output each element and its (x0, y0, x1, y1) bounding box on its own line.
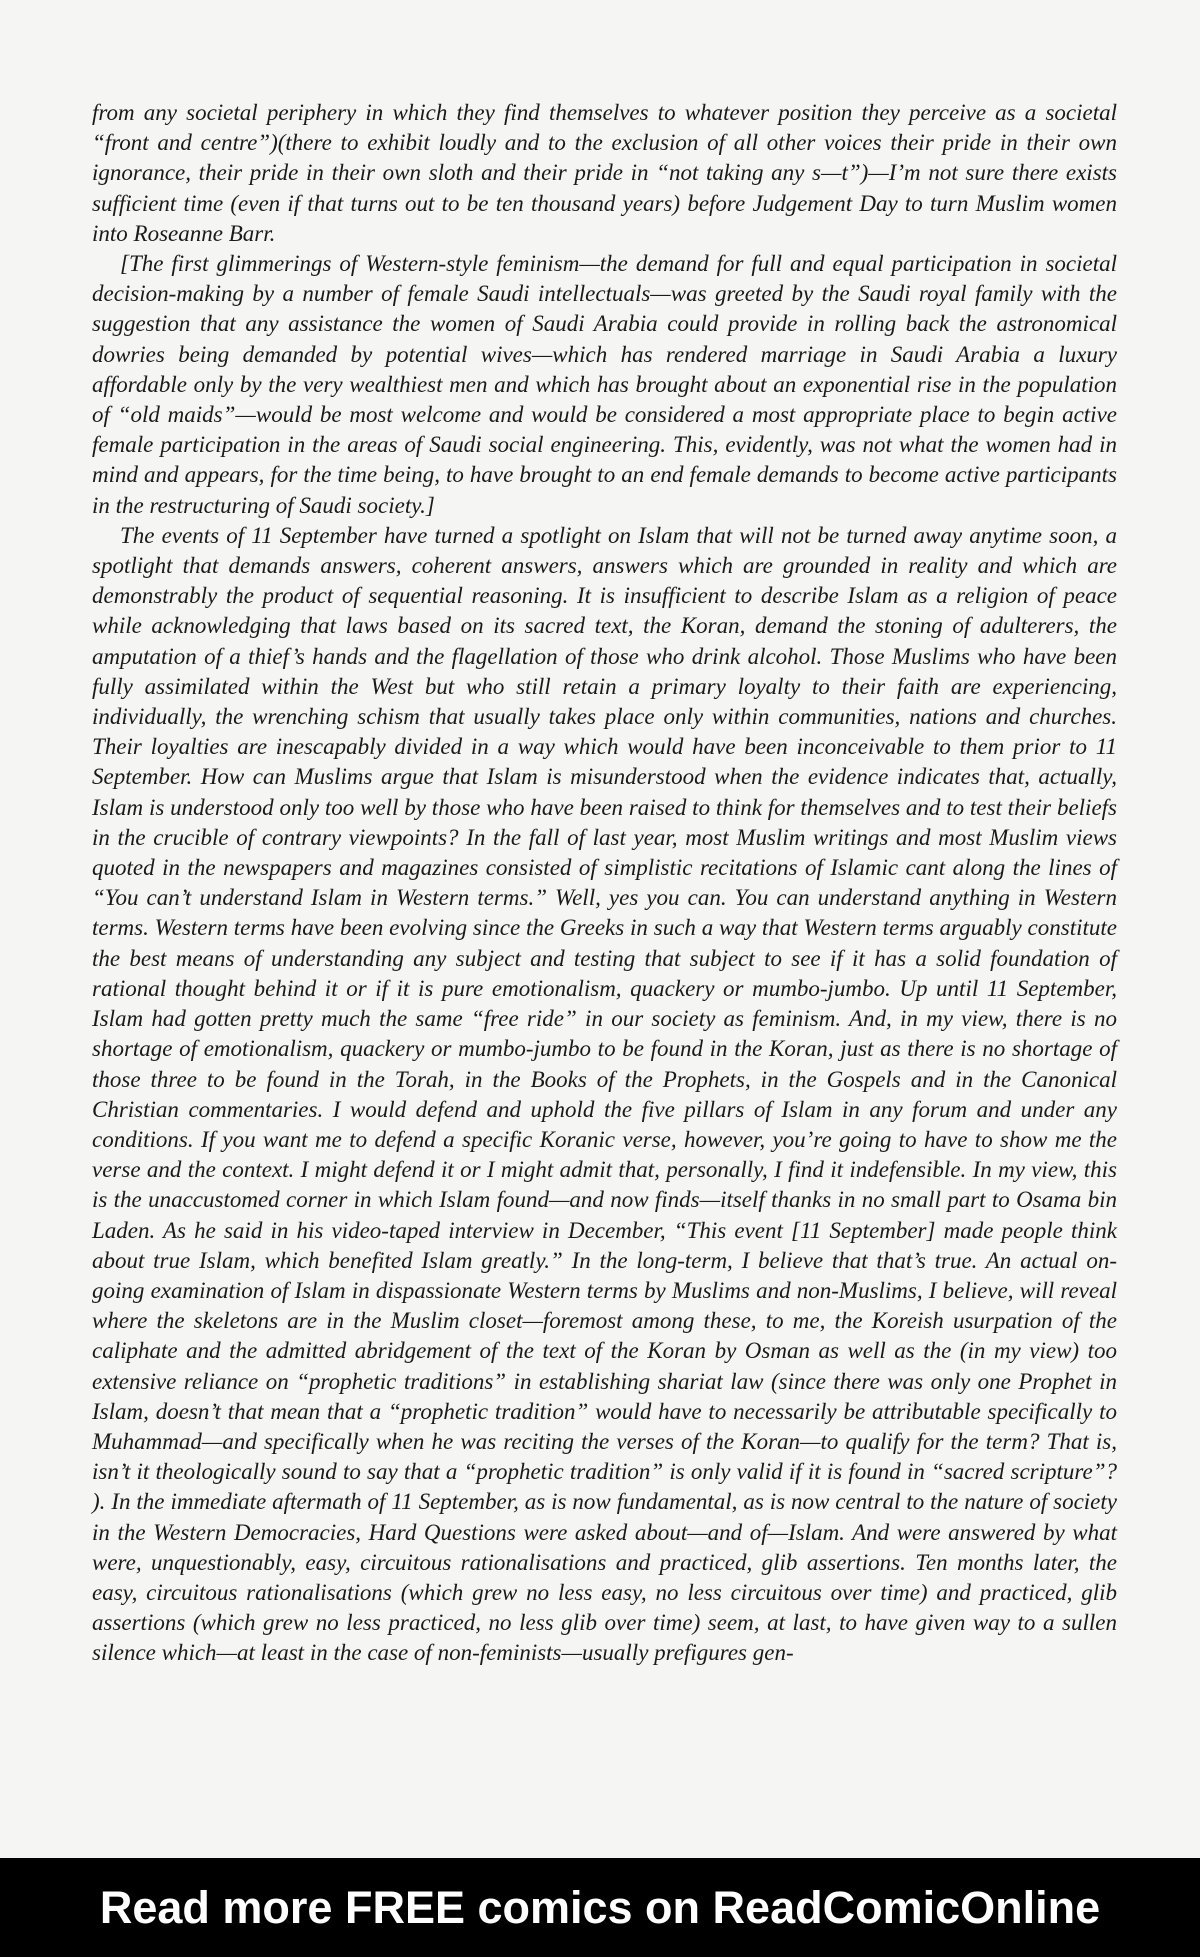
paragraph-continuation: from any societal periphery in which they find themselves to whatever position they perceive as a societal “front and centre”)(there to exhibit loudly and to the exclusion of all other voices their pride in their own ignorance, their pride in their own sloth and their pride in “not taking any s—t”)—I’m not sure there exists sufficient time (even if that turns out to be ten thousand years) before Judgement Day to turn Muslim women into Roseanne Barr. (92, 100, 1117, 246)
readcomiconline-banner[interactable] (0, 1858, 1200, 1957)
article-body (92, 98, 1117, 1669)
banner-text[interactable]: Read more FREE comics on ReadComicOnline (99, 1881, 1101, 1933)
paragraph-september-events: The events of 11 September have turned a spotlight on Islam that will not be turned away anytime soon, a spotlight that demands answers, coherent answers, answers which are grounded in reality and which are demonstrably the product of sequential reasoning. It is insufficient to describe Islam as a religion of peace while acknowledging that laws based on its sacred text, the Koran, demand the stoning of adulterers, the amputation of a thief’s hands and the flagellation of those who drink alcohol. Those Muslims who have been fully assimilated within the West but who still retain a primary loyalty to their faith are experiencing, individually, the wrenching schism that usually takes place only within communities, nations and churches. Their loyalties are inescapably divided in a way which would have been inconceivable to them prior to 11 September. How can Muslims argue that Islam is misunderstood when the evidence indicates that, actually, Islam is understood only too well by those who have been raised to think for themselves and to test their beliefs in the crucible of contrary viewpoints? In the fall of last year, most Muslim writings and most Muslim views quoted in the newspapers and magazines consisted of simplistic recitations of Islamic cant along the lines of “You can’t understand Islam in Western terms.” Well, yes you can. You can understand anything in Western terms. Western terms have been evolving since the Greeks in such a way that Western terms arguably constitute the best means of understanding any subject and testing that subject to see if it has a solid foundation of rational thought behind it or if it is pure emotionalism, quackery or mumbo-jumbo. Up until 11 September, Islam had gotten pretty much the same “free ride” in our society as feminism. And, in my view, there is no shortage of emotionalism, quackery or mumbo-jumbo to be found in the Koran, just as there is no shortage of those three to be found in the Torah, in the Books of the Prophets, in the Gospels and in the Canonical Christian commentaries. I would defend and uphold the five pillars of Islam in any forum and under any conditions. If you want me to defend a specific Koranic verse, however, you’re going to have to show me the verse and the context. I might defend it or I might admit that, personally, I find it indefensible. In my view, this is the unaccustomed corner in which Islam found—and now finds—itself thanks in no small part to Osama bin Laden. As he said in his video-taped interview in December, “This event [11 September] made people think about true Islam, which benefited Islam greatly.” In the long-term, I believe that that’s true. An actual on-going examination of Islam in dispassionate Western terms by Muslims and non-Muslims, I believe, will reveal where the skeletons are in the Muslim closet—foremost among these, to me, the Koreish usurpation of the caliphate and the admitted abridgement of the text of the Koran by Osman as well as the (in my view) too extensive reliance on “prophetic traditions” in establishing shariat law (since there was only one Prophet in Islam, doesn’t that mean that a “prophetic tradition” would have to necessarily be attributable specifically to Muhammad—and specifically when he was reciting the verses of the Koran—to qualify for the term? That is, isn’t it theologically sound to say that a “prophetic tradition” is only valid if it is found in “sacred scripture”? ). In the immediate aftermath of 11 September, as is now fundamental, as is now central to the nature of society in the Western Democracies, Hard Questions were asked about—and of—Islam. And were answered by what were, unquestionably, easy, circuitous rationalisations and practiced, glib assertions. Ten months later, the easy, circuitous rationalisations (which grew no less easy, no less circuitous over time) and practiced, glib assertions (which grew no less practiced, no less glib over time) seem, at last, to have given way to a sullen silence which—at least in the case of non-feminists—usually prefigures gen- (92, 522, 1117, 1666)
paragraph-saudi-feminism: [The first glimmerings of Western-style feminism—the demand for full and equal participation in societal decision-making by a number of female Saudi intellectuals—was greeted by the Saudi royal family with the suggestion that any assistance the women of Saudi Arabia could provide in rolling back the astronomical dowries being demanded by potential wives—which has rendered marriage in Saudi Arabia a luxury affordable only by the very wealthiest men and which has brought about an exponential rise in the population of “old maids”—would be most welcome and would be considered a most appropriate place to begin active female participation in the areas of Saudi social engineering. This, evidently, was not what the women had in mind and appears, for the time being, to have brought to an end female demands to become active participants in the restructuring of Saudi society.] (92, 251, 1117, 518)
